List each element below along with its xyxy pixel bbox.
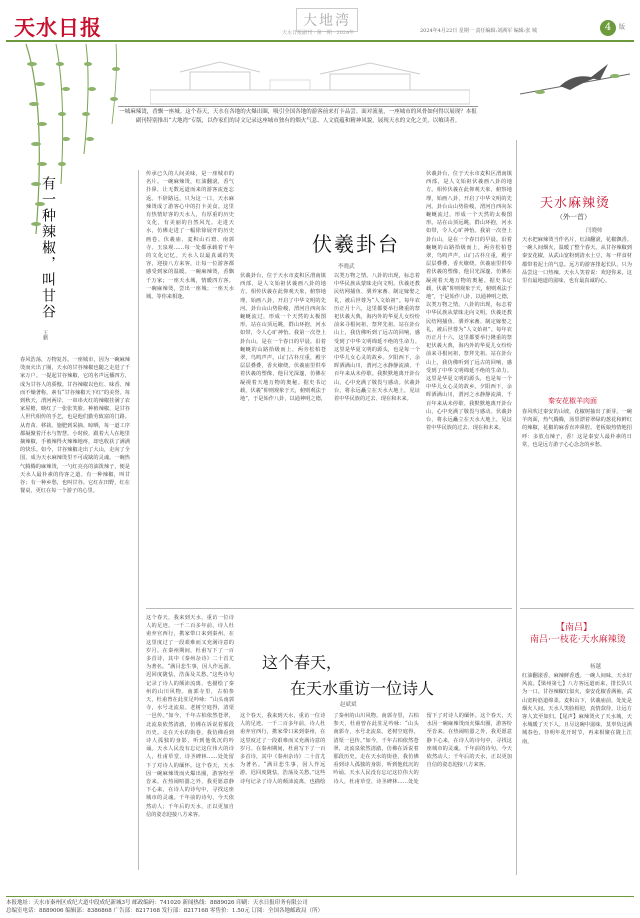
traditional-building-illustration (150, 60, 470, 105)
issue-meta: 2024年4月22日 星期一 责任编辑:刘满军 编辑:张 城 (420, 28, 537, 34)
right-poem-body: 天水把麻辣烫当作名片，红油翻滚，花椒飘香。一碗人间烟火，温暖了整个春天。从甘谷辣椒到秦安花椒，从武山宽粉到清水土豆，每一样食材都带着泥土的气息。远方的游客排起长队，只为品尝这一口热辣。天水人笑着说：欢迎你来，这里有最地道的滋味，也有最真诚的心。 (522, 237, 632, 285)
footer-line-2: 总编室电话：8889006 编辑部：8386868 广告部：8217168 发行部：8217168 零售价：1.50元 订阅：全国各地邮政局（所） (6, 908, 323, 914)
bottom-right-body: 红油翻滚香，麻辣鲜香透。一碗人间味，天水好风流。【梁州第七】八方客远道而来，排长队只为一口。甘谷辣椒红似火，秦安花椒香满袖，武山宽粉筋道绵柔。麦积山下，伏羲庙前，处处是烟火人间。天水人笑脸相迎，真情款待，让远方客人宾至如归。【尾声】麻辣烫火了天水城，天水城暖了天下人。且尽这碗中滋味，莫辜负这满城春色，待明年花开时节，再来相聚在陇上江南。 (522, 673, 632, 745)
footer (6, 896, 634, 915)
section-divider (520, 608, 634, 609)
section-subtitle: 天水日报副刊 · 第一期 · 2024年 (282, 30, 355, 36)
poem-article-title-line2: 在天水重访一位诗人 (290, 679, 435, 698)
column-divider (516, 140, 517, 875)
right-poem-title: 天水麻辣烫 (540, 196, 611, 211)
bottom-right-author: 杨越 (590, 664, 602, 670)
right-poem-section-heading: 秦安花椒羊肉面 (548, 397, 597, 405)
page-number-badge: 4 (600, 20, 616, 36)
column-divider (138, 170, 139, 870)
main-article-title: 伏羲卦台 (312, 232, 400, 256)
left-article-title: 有一种辣椒，叫甘谷 (40, 176, 56, 320)
poem-article-lead: 这个春天，我来到天水，重访一位诗人的足迹。一千二百多年前，诗人杜甫弃官西行，携家带口来到秦州，在这里度过了一段艰难而又充满诗意的岁月。在秦州期间，杜甫写下了一百多首诗，其中《秦州杂诗》二十首尤为著名。“满目悲生事，因人作远游。迟回度陇怯，浩荡及关愁。”这些诗句记录了诗人的颠沛流离，也描绘了秦州的山川风物。南郭寺里，古柏参天，杜甫曾在此驻足吟咏：“山头南郭寺，水号北流泉。老树空庭得，清渠一邑传。”如今，千年古柏依然苍翠，北流泉依然清澈，仿佛在诉说着那段历史。走在天水的街巷，我仿佛看到诗人孤独的身影，听到他低沉的吟诵。天水人民没有忘记这位伟大的诗人，杜甫草堂、诗圣碑林……处处留下了对诗人的缅怀。这个春天，天水因一碗麻辣烫而火爆出圈，游客纷至沓来。在热闹喧嚣之外，我更愿意静下心来，在诗人的诗句中，寻找这座城市的灵魂。千年前的诗句，今天依然动人；千年后的天水，正以更加自信的姿态迎接八方来客。 (146, 615, 234, 818)
section-intro: 一城麻辣烫，香飘一座城。这个春天，天水在各地的火爆出圈，吸引全国各地的游客前来打卡品尝。面对流量，一座城市的风骨如何得以展现？本报副刊特别推出“大地湾”专版，以作家们的诗文记录这座城市独有的烟火气息、人文底蕴和精神风貌，展现天水的文化之美，以飨读者。 (119, 109, 477, 124)
main-article-author: 李晓武 (338, 264, 355, 270)
page-label: 版 (619, 24, 626, 31)
newspaper-logo: 天水日报 (14, 15, 102, 40)
section-divider (146, 608, 512, 609)
bird-on-branch-illustration (520, 54, 630, 104)
masthead-divider (6, 40, 634, 42)
footer-line-1: 本报地址：天水市秦州区成纪大道中段成纪新城3号 邮政编码：741020 新闻热线：8889026 印刷：天水日报印务有限公司 (6, 900, 308, 906)
willow-branch-illustration (6, 44, 136, 244)
bottom-right-heading: 【南吕】 (556, 623, 593, 633)
right-poem-author: 闫晓帅 (586, 228, 603, 234)
bottom-right-title: 南吕·一枝花·天水麻辣烫 (530, 635, 626, 645)
main-article-body: 伏羲卦台，位于天水市麦积区渭南镇西部，是人文始祖伏羲画八卦的地方。相传伏羲在此仰观天象，俯察地理，始画八卦，开启了中华文明的先河。卦台山山势险峻，渭河自西向东蜿蜒流过，形成一个天然的太极图形。站在山顶远眺，群山环抱，河水如带，令人心旷神怡。我第一次登上卦台山，是在一个春日的早晨。沿着蜿蜒的山路拾级而上，两旁松柏苍翠，鸟鸣声声。山门古朴庄重，殿宇层层叠叠，香火缭绕。伏羲庙里供奉着伏羲的塑像，他目光深邃，仿佛在凝视着天地万物的奥秘。据史书记载，伏羲“仰则观象于天，俯则观法于地”，于是始作八卦，以通神明之德，以类万物之情。八卦的出现，标志着中华民族从蒙昧走向文明。伏羲还教民结网捕鱼、驯养家畜、制定嫁娶之礼，被后世尊为“人文始祖”。每年农历正月十六，这里都要举行隆重的祭祀伏羲大典，海内外的华夏儿女纷纷前来寻根问祖，祭拜先祖。站在卦台山上，我仿佛听到了远古的回响，感受到了中华文明绵延不绝的生命力。这里是华夏文明的源头，也是每一个中华儿女心灵的故乡。夕阳西下，余晖洒满山川，渭河之水静静流淌，千百年来从未停歇。我默默地离开卦台山，心中充满了敬畏与感动。伏羲卦台，将永远矗立在天水大地上，见证着中华民族的过去、现在和未来。 (240, 273, 420, 403)
banner-divider (118, 106, 478, 107)
right-poem-subtitle: （外一首） (556, 213, 591, 221)
right-poem-section-body: 春风吹过秦安的山坡，花椒树抽出了新芽。一碗羊肉面，热气腾腾，汤里漂着翠绿的葱花和鲜红的辣椒，花椒的麻香直冲鼻腔。老板娘热情地招呼：多放点辣子，香！这是秦安人最朴素的日常，也是远方游子心心念念的乡愁。 (522, 409, 632, 448)
left-article-body: 春风浩荡，万物复苏。一座城市，因为一碗麻辣烫而火出了圈，天水的甘谷辣椒也随之走进了千家万户。一提起甘谷辣椒，它的名声远播四方，成为甘谷人的骄傲。甘谷辣椒以色红、味香、辣而不燥著称，素有“甘谷辣椒天下红”的美誉。每到秋天，渭河两岸，一串串火红的辣椒挂满了农家屋檐，映红了一张张笑脸。种植辣椒，是甘谷人世代相传的手艺，也是他们勤劳致富的门路。从育苗、移栽、施肥到采摘、晾晒，每一道工序都凝聚着汗水与智慧。小时候，跟着大人在地里摘辣椒，手被辣得火辣辣地疼，却也收获了满满的快乐。如今，甘谷辣椒走出了大山，走向了全国，成为天水麻辣烫里不可或缺的灵魂。一碗热气腾腾的麻辣烫，一勺红亮亮的油泼辣子，便是天水人最朴素的待客之道。有一种辣椒，叫甘谷；有一种乡愁，也叫甘谷。它红在田野，红在餐桌，更红在每一个游子的心里。 (20, 357, 130, 495)
poem-article-body: 这个春天，我来到天水，重访一位诗人的足迹。一千二百多年前，诗人杜甫弃官西行，携家带口来到秦州，在这里度过了一段艰难而又充满诗意的岁月。在秦州期间，杜甫写下了一百多首诗，其中《秦州杂诗》二十首尤为著名。“满目悲生事，因人作远游。迟回度陇怯，浩荡及关愁。”这些诗句记录了诗人的颠沛流离，也描绘了秦州的山川风物。南郭寺里，古柏参天，杜甫曾在此驻足吟咏：“山头南郭寺，水号北流泉。老树空庭得，清渠一邑传。”如今，千年古柏依然苍翠，北流泉依然清澈，仿佛在诉说着那段历史。走在天水的街巷，我仿佛看到诗人孤独的身影，听到他低沉的吟诵。天水人民没有忘记这位伟大的诗人，杜甫草堂、诗圣碑林……处处留下了对诗人的缅怀。这个春天，天水因一碗麻辣烫而火爆出圈，游客纷至沓来。在热闹喧嚣之外，我更愿意静下心来，在诗人的诗句中，寻找这座城市的灵魂。千年前的诗句，今天依然动人；千年后的天水，正以更加自信的姿态迎接八方来客。 (240, 713, 512, 785)
section-name: 大地湾 (296, 8, 358, 32)
main-article-continued: 伏羲卦台，位于天水市麦积区渭南镇西部，是人文始祖伏羲画八卦的地方。相传伏羲在此仰观天象，俯察地理，始画八卦，开启了中华文明的先河。卦台山山势险峻，渭河自西向东蜿蜒流过，形成一个天然的太极图形。站在山顶远眺，群山环抱，河水如带，令人心旷神怡。我第一次登上卦台山，是在一个春日的早晨。沿着蜿蜒的山路拾级而上，两旁松柏苍翠，鸟鸣声声。山门古朴庄重，殿宇层层叠叠，香火缭绕。伏羲庙里供奉着伏羲的塑像，他目光深邃，仿佛在凝视着天地万物的奥秘。据史书记载，伏羲“仰则观象于天，俯则观法于地”，于是始作八卦，以通神明之德，以类万物之情。八卦的出现，标志着中华民族从蒙昧走向文明。伏羲还教民结网捕鱼、驯养家畜、制定嫁娶之礼，被后世尊为“人文始祖”。每年农历正月十六，这里都要举行隆重的祭祀伏羲大典，海内外的华夏儿女纷纷前来寻根问祖，祭拜先祖。站在卦台山上，我仿佛听到了远古的回响，感受到了中华文明绵延不绝的生命力。这里是华夏文明的源头，也是每一个中华儿女心灵的故乡。夕阳西下，余晖洒满山川，渭河之水静静流淌，千百年来从未停歇。我默默地离开卦台山，心中充满了敬畏与感动。伏羲卦台，将永远矗立在天水大地上，见证着中华民族的过去、现在和未来。 (426, 171, 512, 432)
mid-column-body: 传承已久的人间美味，是一座城市的名片。一碗麻辣烫，红油翻滚，香气扑鼻，让无数远道而来的游客流连忘返。不辞路远，只为这一口，天水麻辣烫成了游客心中的打卡美食。这里有热情好客的天水人，有厚重的历史文化，有美丽的自然风光。走进天水，仿佛走进了一幅徐徐展开的历史画卷。伏羲庙、麦积山石窟、南郭寺、玉泉观……每一处都承载着千年的文化记忆。天水人以最真诚的笑容，迎接八方来客，让每一位游客都感受到家的温暖。一碗麻辣烫，香飘千万家；一座天水城，情暖四方客。一碗麻辣烫，尝出一座城；一座天水城，等你来相逢。 (146, 171, 234, 301)
poem-article-title-line1: 这个春天， (262, 653, 343, 672)
poem-article-author: 赵斌斌 (340, 702, 357, 708)
left-article-author: 王鹏 (42, 330, 48, 340)
